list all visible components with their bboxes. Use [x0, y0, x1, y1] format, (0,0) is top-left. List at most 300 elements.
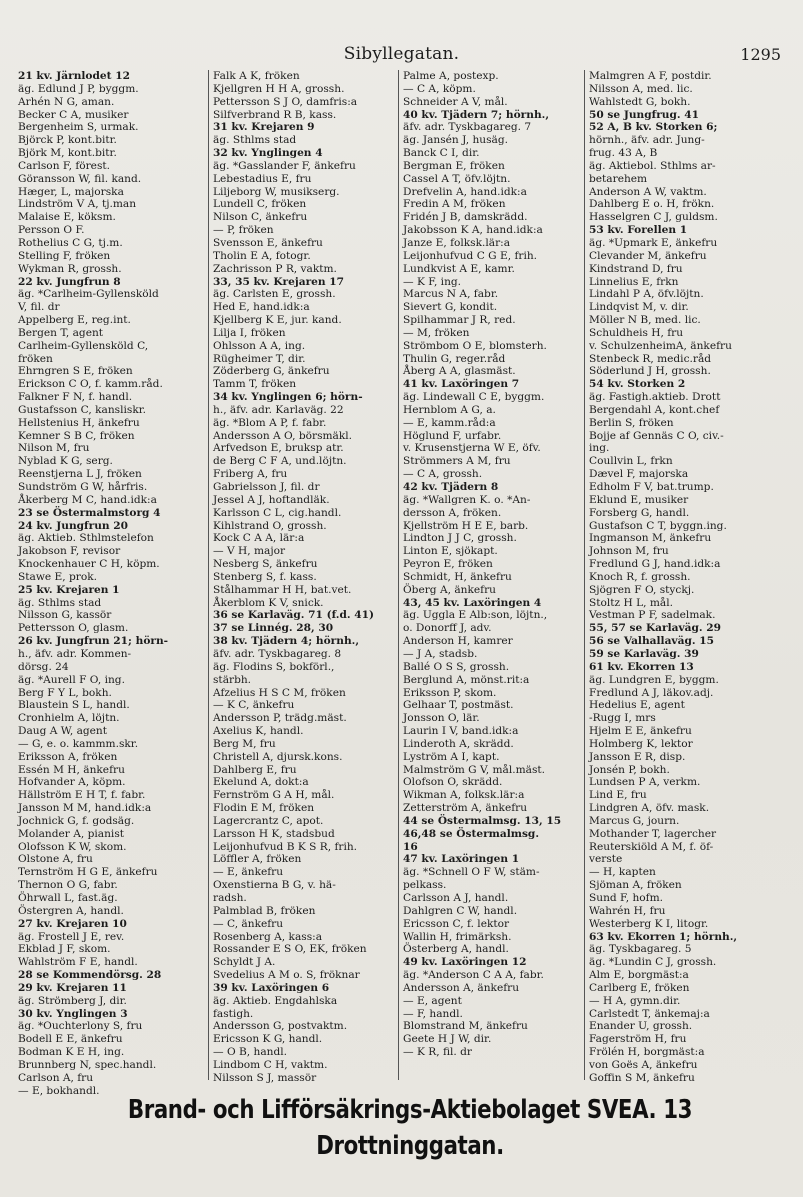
- directory-entry: dersson A, fröken.: [403, 506, 502, 519]
- directory-entry: h., äfv. adr. Karlaväg. 22: [213, 403, 344, 416]
- directory-entry: — F, handl.: [403, 1007, 463, 1020]
- page-header: [0, 44, 803, 70]
- directory-entry: Westerberg K I, litogr.: [589, 917, 709, 930]
- directory-entry: Erickson C O, f. kamm.råd.: [18, 378, 163, 391]
- directory-entry: Wahlstedt G, bokh.: [589, 95, 691, 108]
- directory-entry: Rothelius C G, tj.m.: [18, 236, 123, 249]
- directory-entry: dörsg. 24: [18, 660, 69, 673]
- directory-entry: Kock C A A, lär:a: [213, 532, 305, 545]
- directory-entry: Schneider A V, mål.: [403, 95, 508, 108]
- directory-entry: Andersson G, postvaktm.: [213, 1020, 348, 1033]
- directory-entry: Kjellström H E E, barb.: [403, 519, 529, 532]
- directory-entry: — V H, major: [213, 545, 286, 558]
- directory-entry: Ohlsson A A, ing.: [213, 339, 306, 352]
- directory-entry: Laurin I V, band.idk:a: [403, 725, 519, 738]
- directory-entry: äfv. adr. Tyskbagareg. 8: [213, 647, 342, 660]
- directory-entry: Möller N B, med. lic.: [589, 314, 701, 327]
- directory-entry: Bodell E E, änkefru: [18, 1033, 123, 1046]
- directory-entry: Tholin E A, fotogr.: [213, 249, 311, 262]
- property-heading: 23 se Östermalmstorg 4: [18, 506, 161, 519]
- property-heading: 27 kv. Krejaren 10: [18, 917, 127, 930]
- directory-entry: äg. Frostell J E, rev.: [18, 930, 125, 943]
- property-heading: 25 kv. Krejaren 1: [18, 583, 120, 596]
- directory-entry: radsh.: [213, 892, 247, 904]
- directory-entry: Pettersson O, glasm.: [18, 622, 129, 635]
- directory-entry: Fernström G A H, mål.: [213, 789, 335, 802]
- directory-entry: Sjögren F O, styckj.: [589, 583, 695, 596]
- directory-entry: Leijonhufvud B K S R, frih.: [213, 840, 358, 853]
- directory-entry: Olofsson K W, skom.: [18, 840, 127, 853]
- directory-entry: äg. Flodins S, bokförl.,: [213, 660, 335, 673]
- directory-entry: Bodman K E H, ing.: [18, 1046, 125, 1059]
- directory-entry: äg. Strömberg J, dir.: [18, 994, 127, 1007]
- property-heading: 38 kv. Tjädern 4; hörnh.,: [213, 635, 360, 648]
- directory-entry: Dahlgren C W, handl.: [403, 904, 518, 917]
- directory-entry: Holmberg K, lektor: [589, 737, 693, 750]
- directory-entry: Zetterström A, änkefru: [403, 802, 528, 815]
- directory-entry: Lagercrantz C, apot.: [213, 814, 324, 827]
- directory-entry: Jonsson O, lär.: [403, 712, 480, 725]
- directory-entry: Stålhammar H H, bat.vet.: [213, 583, 352, 596]
- directory-columns: [18, 70, 788, 1097]
- directory-entry: Bergenheim S, urmak.: [18, 121, 139, 134]
- directory-entry: Eklund E, musiker: [589, 493, 689, 506]
- directory-entry: äg. Tyskbagareg. 5: [589, 943, 692, 956]
- directory-entry: Cronhielm A, löjtn.: [18, 712, 120, 725]
- directory-entry: Enander U, grossh.: [589, 1020, 693, 1033]
- directory-entry: Bergman E, fröken: [403, 159, 505, 172]
- directory-entry: Wallin H, frimärksh.: [403, 930, 512, 943]
- directory-entry: Lindbom C H, vaktm.: [213, 1058, 328, 1071]
- street-heading: Sibyllegatan.: [343, 44, 460, 64]
- directory-entry: Kjellberg K E, jur. kand.: [213, 314, 342, 327]
- directory-entry: Banck C I, dir.: [403, 147, 480, 160]
- directory-entry: Carlson F, förest.: [18, 159, 111, 172]
- directory-entry: — P, fröken: [213, 224, 274, 237]
- directory-entry: Kihlstrand O, grossh.: [213, 519, 327, 532]
- directory-entry: Stawe E, prok.: [18, 570, 98, 583]
- directory-entry: -Rugg I, mrs: [589, 712, 656, 725]
- property-heading: 30 kv. Ynglingen 3: [18, 1007, 128, 1020]
- directory-entry: Friberg A, fru: [213, 468, 288, 481]
- directory-entry: Zöderberg G, änkefru: [213, 365, 330, 378]
- property-heading: 21 kv. Järnlodet 12: [18, 70, 130, 82]
- directory-entry: Olofson O, skrädd.: [403, 776, 503, 789]
- directory-entry: de Berg C F A, und.löjtn.: [213, 455, 347, 468]
- directory-entry: Larsson H K, stadsbud: [213, 827, 335, 840]
- directory-entry: Löffler A, fröken: [213, 853, 302, 866]
- directory-entry: Fridén J B, damskrädd.: [403, 211, 528, 224]
- directory-entry: Rossander E S O, EK, fröken: [213, 943, 367, 956]
- directory-entry: frug. 43 A, B: [589, 147, 658, 160]
- directory-entry: fastigh.: [213, 1007, 254, 1020]
- directory-entry: Dahlberg E, fru: [213, 763, 297, 776]
- directory-entry: äg. Aktieb. Sthlmstelefon: [18, 532, 154, 545]
- directory-entry: äg. Jansén J, husäg.: [403, 134, 509, 147]
- property-heading: 29 kv. Krejaren 11: [18, 981, 127, 994]
- directory-entry: Karlsson C L, cig.handl.: [213, 506, 342, 519]
- directory-entry: Stenbeck R, medic.råd: [589, 352, 712, 365]
- directory-entry: äg. *Wallgren K. o. *An-: [403, 493, 531, 506]
- directory-entry: Ericsson C, f. lektor: [403, 917, 510, 930]
- directory-entry: — E, agent: [403, 994, 462, 1007]
- directory-entry: Jakobsson K A, hand.idk:a: [403, 224, 543, 237]
- directory-entry: Åkerblom K V, snick.: [213, 596, 324, 609]
- directory-entry: Appelberg E, reg.int.: [18, 314, 131, 327]
- directory-entry: Ballé O S S, grossh.: [403, 660, 510, 673]
- directory-entry: äg. Sthlms stad: [18, 596, 102, 609]
- property-heading: 47 kv. Laxöringen 1: [403, 853, 520, 866]
- property-heading: 37 se Linnég. 28, 30: [213, 622, 334, 635]
- property-heading: 16: [403, 840, 418, 853]
- directory-entry: Bergendahl A, kont.chef: [589, 403, 720, 416]
- property-heading: 63 kv. Ekorren 1; hörnh.,: [589, 930, 738, 943]
- directory-entry: Flodin E M, fröken: [213, 802, 315, 815]
- property-heading: 43, 45 kv. Laxöringen 4: [403, 596, 542, 609]
- directory-entry: Essén M H, änkefru: [18, 763, 125, 776]
- directory-entry: Berg F Y L, bokh.: [18, 686, 112, 699]
- property-heading: 40 kv. Tjädern 7; hörnh.,: [403, 108, 550, 121]
- directory-entry: Nilsson G, kassör: [18, 609, 112, 622]
- directory-entry: Johnson M, fru: [589, 545, 669, 558]
- directory-entry: äfv. adr. Tyskbagareg. 7: [403, 121, 532, 134]
- directory-entry: Afzelius H S C M, fröken: [213, 686, 346, 699]
- property-heading: 24 kv. Jungfrun 20: [18, 519, 129, 532]
- directory-entry: Drefvelin A, hand.idk:a: [403, 185, 527, 198]
- directory-entry: Fredin A M, fröken: [403, 198, 506, 211]
- directory-column-2: [208, 70, 398, 1084]
- directory-entry: äg. Lindewall C E, byggm.: [403, 391, 545, 404]
- directory-entry: äg. *Ouchterlony S, fru: [18, 1020, 143, 1033]
- directory-entry: Österberg A, handl.: [403, 943, 509, 956]
- directory-entry: Åkerberg M C, hand.idk:a: [18, 493, 157, 506]
- directory-entry: Coullvin L, frkn: [589, 455, 673, 468]
- directory-entry: Zachrisson P R, vaktm.: [213, 262, 337, 275]
- directory-entry: Falk A K, fröken: [213, 70, 300, 82]
- directory-entry: Åberg A A, glasmäst.: [403, 365, 516, 378]
- directory-entry: Alm E, borgmäst:a: [589, 969, 689, 982]
- directory-entry: Geete H J W, dir.: [403, 1033, 492, 1046]
- property-heading: 55, 57 se Karlaväg. 29: [589, 622, 722, 635]
- directory-entry: Kindstrand D, fru: [589, 262, 683, 275]
- directory-entry: Svedelius A M o. S, fröknar: [213, 969, 360, 982]
- directory-entry: Wykman R, grossh.: [18, 262, 122, 275]
- directory-entry: äg. *Gasslander F, änkefru: [213, 159, 356, 172]
- directory-entry: Goffin S M, änkefru: [589, 1071, 695, 1084]
- directory-entry: Silfverbrand R B, kass.: [213, 108, 337, 121]
- directory-column-1: [18, 70, 204, 1097]
- directory-entry: äg. *Anderson C A A, fabr.: [403, 969, 544, 982]
- directory-entry: Nilsson A, med. lic.: [589, 82, 693, 95]
- directory-entry: Knockenhauer C H, köpm.: [18, 558, 160, 571]
- directory-entry: Arfvedson E, bruksp atr.: [213, 442, 344, 455]
- directory-entry: Forsberg G, handl.: [589, 506, 690, 519]
- directory-entry: Nesberg S, änkefru: [213, 558, 318, 571]
- directory-entry: äg. Fastigh.aktieb. Drott: [589, 391, 721, 404]
- property-heading: 33, 35 kv. Krejaren 17: [213, 275, 345, 288]
- directory-entry: äg. Aktieb. Engdahlska: [213, 994, 338, 1007]
- property-heading: 50 se Jungfrug. 41: [589, 108, 700, 121]
- directory-entry: Janze E, folksk.lär:a: [403, 236, 511, 249]
- directory-entry: Fredlund G J, hand.idk:a: [589, 558, 721, 571]
- directory-entry: Wahrén H, fru: [589, 904, 666, 917]
- directory-entry: äg. *Aurell F O, ing.: [18, 673, 125, 686]
- directory-entry: Ingmanson M, änkefru: [589, 532, 712, 545]
- directory-entry: Lindgren A, öfv. mask.: [589, 802, 710, 815]
- property-heading: 46,48 se Östermalmsg.: [403, 827, 540, 840]
- directory-column-4: [584, 70, 793, 1084]
- directory-entry: o. Donorff J, adv.: [403, 622, 492, 635]
- directory-entry: Lindahl P A, öfv.löjtn.: [589, 288, 704, 301]
- directory-entry: Peyron E, fröken: [403, 558, 493, 571]
- directory-entry: Bojje af Gennäs C O, civ.-: [589, 429, 724, 442]
- directory-entry: äg. Lundgren E, byggm.: [589, 673, 719, 686]
- directory-entry: Berlin S, fröken: [589, 416, 674, 429]
- directory-entry: Lindqvist M, v. dir.: [589, 301, 689, 314]
- directory-entry: Liljeborg W, musikserg.: [213, 185, 340, 198]
- directory-entry: Dahlberg E o. H, frökn.: [589, 198, 715, 211]
- directory-entry: Knoch R, f. grossh.: [589, 570, 691, 583]
- directory-entry: Ericsson K G, handl.: [213, 1033, 323, 1046]
- property-heading: 32 kv. Ynglingen 4: [213, 147, 323, 160]
- directory-entry: Carlstedt T, änkemaj:a: [589, 1007, 710, 1020]
- directory-entry: Malmgren A F, postdir.: [589, 70, 712, 82]
- directory-entry: v. SchulzenheimA, änkefru: [589, 339, 732, 352]
- directory-entry: von Goës A, änkefru: [589, 1058, 698, 1071]
- directory-entry: fröken: [18, 352, 53, 365]
- directory-entry: — E, bokhandl.: [18, 1084, 100, 1097]
- directory-entry: Andersson P, trädg.mäst.: [213, 712, 347, 725]
- directory-entry: Sundström G W, hårfris.: [18, 481, 148, 493]
- directory-entry: Wikman A, folksk.lär:a: [403, 789, 525, 802]
- directory-entry: h., äfv. adr. Kommen-: [18, 647, 132, 660]
- directory-entry: Gabrielsson J, fil. dr: [213, 481, 320, 493]
- directory-entry: — H A, gymn.dir.: [589, 994, 681, 1007]
- directory-entry: Hernblom A G, a.: [403, 403, 496, 416]
- property-heading: 54 kv. Storken 2: [589, 378, 686, 391]
- directory-entry: Björk M, kont.bitr.: [18, 147, 117, 160]
- directory-entry: Hellstenius H, änkefru: [18, 416, 140, 429]
- directory-entry: Öberg A, änkefru: [403, 583, 496, 596]
- directory-entry: Östergren A, handl.: [18, 904, 124, 917]
- directory-entry: V, fil. dr: [18, 301, 60, 314]
- directory-entry: Lilja I, fröken: [213, 326, 286, 339]
- directory-entry: Stoltz H L, mål.: [589, 596, 673, 609]
- directory-entry: Rügheimer T, dir.: [213, 352, 306, 365]
- directory-entry: Stenberg S, f. kass.: [213, 570, 317, 583]
- directory-entry: — C A, grossh.: [403, 468, 483, 481]
- directory-entry: Nilson C, änkefru: [213, 211, 308, 224]
- directory-entry: Öhrwall L, fast.äg.: [18, 892, 118, 904]
- directory-entry: Lundsen P A, verkm.: [589, 776, 701, 789]
- property-heading: 34 kv. Ynglingen 6; hörn-: [213, 391, 363, 404]
- directory-entry: Hällström E H T, f. fabr.: [18, 789, 146, 802]
- directory-entry: Blomstrand M, änkefru: [403, 1020, 528, 1033]
- directory-entry: Berg M, fru: [213, 737, 276, 750]
- directory-entry: Fredlund A J, läkov.adj.: [589, 686, 714, 699]
- directory-entry: Hjelm E E, änkefru: [589, 725, 692, 738]
- page-number: 1295: [740, 45, 781, 64]
- directory-entry: Carlsson A J, handl.: [403, 892, 509, 904]
- directory-entry: Clevander M, änkefru: [589, 249, 707, 262]
- property-heading: 59 se Karlaväg. 39: [589, 647, 699, 660]
- property-heading: 56 se Valhallaväg. 15: [589, 635, 714, 648]
- directory-entry: Svensson E, änkefru: [213, 236, 323, 249]
- directory-entry: — C A, köpm.: [403, 82, 476, 95]
- directory-entry: Thernon O G, fabr.: [18, 879, 118, 892]
- directory-entry: Marcus G, journ.: [589, 814, 680, 827]
- directory-entry: Christell A, djursk.kons.: [213, 750, 343, 763]
- directory-entry: Söderlund J H, grossh.: [589, 365, 711, 378]
- directory-entry: äg. Aktiebol. Sthlms ar-: [589, 159, 716, 172]
- directory-entry: Linton E, sjökapt.: [403, 545, 498, 558]
- directory-entry: Reuterskiöld A M, f. öf-: [589, 840, 714, 853]
- directory-entry: Malmström G V, mål.mäst.: [403, 763, 546, 776]
- directory-entry: Jessel A J, hoftandläk.: [213, 493, 330, 506]
- directory-entry: Edholm F V, bat.trump.: [589, 481, 714, 493]
- directory-entry: Ekelund A, dokt:a: [213, 776, 309, 789]
- directory-entry: Anderson A W, vaktm.: [589, 185, 707, 198]
- directory-entry: Lindström V A, tj.man: [18, 198, 137, 211]
- directory-entry: Oxenstierna B G, v. hä-: [213, 879, 336, 892]
- directory-entry: Leijonhufvud C G E, frih.: [403, 249, 538, 262]
- svea-advertisement: Brand- och Lifförsäkrings-Aktiebolaget SVEA. 13 Drottninggatan.: [127, 1095, 693, 1161]
- directory-entry: ing.: [589, 442, 610, 455]
- directory-entry: Vestman P F, sadelmak.: [589, 609, 716, 622]
- directory-entry: Malaise E, köksm.: [18, 211, 116, 224]
- directory-entry: Wahlström F E, handl.: [18, 956, 138, 969]
- directory-entry: Hofvander A, köpm.: [18, 776, 126, 789]
- directory-entry: Hasselgren C J, guldsm.: [589, 211, 718, 224]
- directory-entry: stärbh.: [213, 673, 252, 686]
- directory-entry: Daug A W, agent: [18, 725, 108, 738]
- directory-entry: Nyblad K G, serg.: [18, 455, 113, 468]
- directory-entry: Bergen T, agent: [18, 326, 104, 339]
- directory-entry: Nilson M, fru: [18, 442, 90, 455]
- directory-entry: Molander A, pianist: [18, 827, 125, 840]
- directory-entry: Lebestadius E, fru: [213, 172, 312, 185]
- directory-entry: Eriksson P, skom.: [403, 686, 497, 699]
- property-heading: 61 kv. Ekorren 13: [589, 660, 694, 673]
- directory-entry: Marcus N A, fabr.: [403, 288, 499, 301]
- directory-entry: Reenstjerna L J, fröken: [18, 468, 142, 481]
- directory-entry: Höglund F, urfabr.: [403, 429, 502, 442]
- directory-entry: Arhén N G, aman.: [18, 95, 115, 108]
- directory-entry: Ternström H G E, änkefru: [18, 866, 158, 879]
- directory-entry: Strömmers A M, fru: [403, 455, 511, 468]
- directory-entry: Jansson M M, hand.idk:a: [18, 802, 152, 815]
- directory-entry: Palme A, postexp.: [403, 70, 499, 82]
- directory-entry: Lind E, fru: [589, 789, 647, 802]
- directory-entry: Kemner S B C, fröken: [18, 429, 135, 442]
- directory-entry: Sjöman A, fröken: [589, 879, 682, 892]
- directory-entry: — J A, stadsb.: [403, 647, 478, 660]
- directory-entry: Sund F, hofm.: [589, 892, 664, 904]
- directory-entry: Olstone A, fru: [18, 853, 93, 866]
- directory-entry: Carlson A, fru: [18, 1071, 94, 1084]
- property-heading: 36 se Karlaväg. 71 (f.d. 41): [213, 609, 375, 622]
- property-heading: 53 kv. Forellen 1: [589, 224, 688, 237]
- directory-entry: Göransson W, fil. kand.: [18, 172, 142, 185]
- directory-entry: Anderson H, kamrer: [403, 635, 513, 648]
- directory-entry: — K C, änkefru: [213, 699, 295, 712]
- directory-entry: — K R, fil. dr: [403, 1046, 472, 1059]
- directory-entry: Gelhaar T, postmäst.: [403, 699, 514, 712]
- directory-entry: Gustafsson C, kansliskr.: [18, 403, 147, 416]
- directory-entry: — C, änkefru: [213, 917, 284, 930]
- directory-entry: — G, e. o. kammm.skr.: [18, 737, 139, 750]
- directory-entry: Mothander T, lagercher: [589, 827, 717, 840]
- directory-entry: — E, änkefru: [213, 866, 284, 879]
- directory-entry: Hedelius E, agent: [589, 699, 685, 712]
- directory-entry: Jonsén P, bokh.: [589, 763, 670, 776]
- property-heading: 52 A, B kv. Storken 6;: [589, 121, 718, 134]
- directory-entry: Dævel F, majorska: [589, 468, 689, 481]
- directory-entry: äg. Carlsten E, grossh.: [213, 288, 336, 301]
- directory-entry: äg. Uggla E Alb:son, löjtn.,: [403, 609, 548, 622]
- directory-entry: Lundkvist A E, kamr.: [403, 262, 515, 275]
- directory-entry: Spilhammar J R, red.: [403, 314, 516, 327]
- directory-entry: Palmblad B, fröken: [213, 904, 316, 917]
- directory-entry: Berglund A, mönst.rit:a: [403, 673, 530, 686]
- directory-entry: Eriksson A, fröken: [18, 750, 118, 763]
- directory-entry: Blaustein S L, handl.: [18, 699, 130, 712]
- directory-entry: Hæger, L, majorska: [18, 185, 124, 198]
- directory-entry: Ehrngren S E, fröken: [18, 365, 133, 378]
- directory-entry: Ekblad J F, skom.: [18, 943, 111, 956]
- directory-entry: Strömbom O E, blomsterh.: [403, 339, 547, 352]
- property-heading: 49 kv. Laxöringen 12: [403, 956, 527, 969]
- directory-entry: Thulin G, reger.råd: [403, 352, 506, 365]
- directory-entry: Axelius K, handl.: [213, 725, 304, 738]
- directory-entry: Jansson E R, disp.: [589, 750, 686, 763]
- directory-entry: Linnelius E, frkn: [589, 275, 679, 288]
- directory-entry: Sievert G, kondit.: [403, 301, 498, 314]
- directory-entry: äg. *Lundin C J, grossh.: [589, 956, 717, 969]
- directory-entry: Tamm T, fröken: [213, 378, 297, 391]
- directory-entry: Lindton J J C, grossh.: [403, 532, 517, 545]
- property-heading: 22 kv. Jungfrun 8: [18, 275, 121, 288]
- directory-entry: verste: [589, 853, 623, 866]
- directory-entry: Schmidt, H, änkefru: [403, 570, 512, 583]
- property-heading: 41 kv. Laxöringen 7: [403, 378, 520, 391]
- directory-entry: äg. *Carlheim-Gyllensköld: [18, 288, 159, 301]
- directory-entry: Fagerström H, fru: [589, 1033, 687, 1046]
- directory-entry: Kjellgren H H A, grossh.: [213, 82, 345, 95]
- directory-entry: Nilsson S J, massör: [213, 1071, 317, 1084]
- directory-entry: Brunnberg N, spec.handl.: [18, 1058, 157, 1071]
- directory-entry: — H, kapten: [589, 866, 656, 879]
- directory-entry: Andersson A O, börsmäkl.: [213, 429, 353, 442]
- property-heading: 28 se Kommendörsg. 28: [18, 969, 162, 982]
- directory-entry: äg. *Upmark E, änkefru: [589, 236, 718, 249]
- directory-entry: Falkner F N, f. handl.: [18, 391, 133, 404]
- directory-entry: Lyström A I, kapt.: [403, 750, 500, 763]
- property-heading: 26 kv. Jungfrun 21; hörn-: [18, 635, 169, 648]
- property-heading: 44 se Östermalmsg. 13, 15: [403, 814, 562, 827]
- directory-entry: — E, kamm.råd:a: [403, 416, 496, 429]
- directory-entry: Jakobson F, revisor: [18, 545, 121, 558]
- directory-entry: Carlberg E, fröken: [589, 981, 690, 994]
- directory-entry: Schyldt J A.: [213, 956, 276, 969]
- directory-entry: Andersson A, änkefru: [403, 981, 520, 994]
- directory-entry: — O B, handl.: [213, 1046, 288, 1059]
- directory-entry: betarehem: [589, 172, 648, 185]
- directory-entry: Cassel A T, öfv.löjtn.: [403, 172, 511, 185]
- directory-entry: hörnh., äfv. adr. Jung-: [589, 134, 705, 147]
- directory-entry: — K F, ing.: [403, 275, 462, 288]
- directory-entry: Björck P, kont.bitr.: [18, 134, 117, 147]
